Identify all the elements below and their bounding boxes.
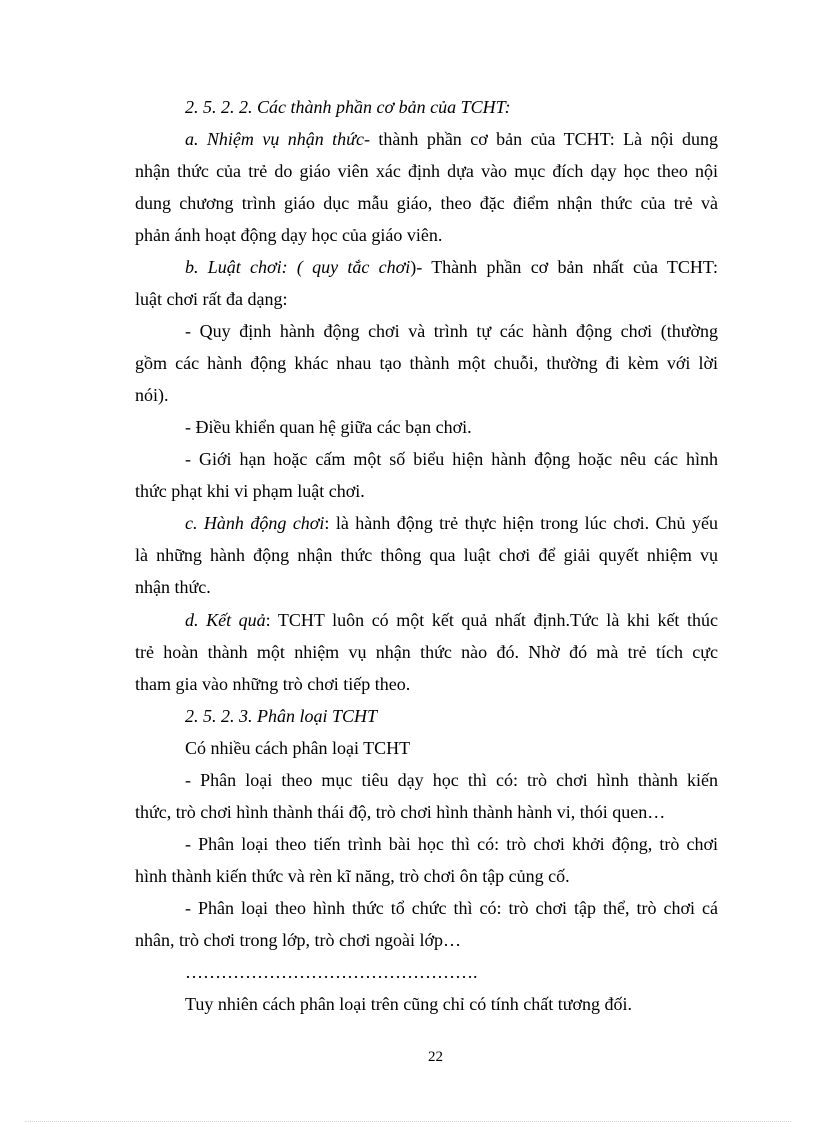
bullet-item-line: - Phân loại theo tiến trình bài học thì có: trò chơi khởi động, trò chơi	[185, 834, 718, 854]
paragraph-d-line: trẻ hoàn thành một nhiệm vụ nhận thức nào đó. Nhờ đó mà trẻ tích cực	[135, 642, 718, 662]
paragraph-d-line: d. Kết quả: TCHT luôn có một kết quả nhất định.Tức là khi kết thúc	[185, 610, 718, 630]
paragraph-a-line: phản ánh hoạt động dạy học của giáo viên.	[135, 225, 443, 245]
page-bottom-divider	[25, 1121, 791, 1122]
bullet-item-line: gồm các hành động khác nhau tạo thành một chuỗi, thường đi kèm với lời	[135, 353, 718, 373]
bullet-item-line: thức phạt khi vi phạm luật chơi.	[135, 481, 365, 501]
bullet-item-line: - Quy định hành động chơi và trình tự các hành động chơi (thường	[185, 321, 718, 341]
term-c: c. Hành động chơi	[185, 513, 325, 533]
bullet-item-line: - Phân loại theo hình thức tổ chức thì có: trò chơi tập thể, trò chơi cá	[185, 898, 718, 918]
section-heading-2-5-2-2: 2. 5. 2. 2. Các thành phần cơ bản của TCHT:	[185, 97, 511, 117]
paragraph-b-line: b. Luật chơi: ( quy tắc chơi)- Thành phần cơ bản nhất của TCHT:	[185, 257, 718, 277]
bullet-item-line: - Phân loại theo mục tiêu dạy học thì có: trò chơi hình thành kiến	[185, 770, 718, 790]
bullet-item-line: - Giới hạn hoặc cấm một số biểu hiện hành động hoặc nêu các hình	[185, 449, 718, 469]
bullet-item-line: nhân, trò chơi trong lớp, trò chơi ngoài lớp…	[135, 930, 462, 950]
section-heading-2-5-2-3: 2. 5. 2. 3. Phân loại TCHT	[185, 706, 378, 726]
bullet-item-line: hình thành kiến thức và rèn kĩ năng, trò chơi ôn tập củng cố.	[135, 866, 570, 886]
paragraph-d-line: tham gia vào những trò chơi tiếp theo.	[135, 674, 411, 694]
bullet-item-line: thức, trò chơi hình thành thái độ, trò chơi hình thành hành vi, thói quen…	[135, 802, 666, 822]
paragraph-line: Có nhiều cách phân loại TCHT	[185, 738, 411, 758]
ellipsis-line: ………………………………………….	[185, 962, 478, 982]
term-d: d. Kết quả	[185, 610, 266, 630]
paragraph-a-line: a. Nhiệm vụ nhận thức- thành phần cơ bản của TCHT: Là nội dung	[185, 129, 718, 149]
paragraph-c-line: là những hành động nhận thức thông qua luật chơi để giải quyết nhiệm vụ	[135, 545, 718, 565]
term-a: a. Nhiệm vụ nhận thức	[185, 129, 364, 149]
paragraph-a-line: nhận thức của trẻ do giáo viên xác định dựa vào mục đích dạy học theo nội	[135, 161, 718, 181]
bullet-item-line: - Điều khiển quan hệ giữa các bạn chơi.	[185, 417, 472, 437]
paragraph-c-line: nhận thức.	[135, 577, 211, 597]
page-number: 22	[428, 1049, 443, 1065]
paragraph-line: Tuy nhiên cách phân loại trên cũng chỉ có tính chất tương đối.	[185, 994, 633, 1014]
paragraph-a-line: dung chương trình giáo dục mẫu giáo, theo đặc điểm nhận thức của trẻ và	[135, 193, 718, 213]
paragraph-c-line: c. Hành động chơi: là hành động trẻ thực hiện trong lúc chơi. Chủ yếu	[185, 513, 718, 533]
paragraph-b-line: luật chơi rất đa dạng:	[135, 289, 288, 309]
bullet-item-line: nói).	[135, 385, 169, 405]
term-b: b. Luật chơi: ( quy tắc chơi	[185, 257, 411, 277]
